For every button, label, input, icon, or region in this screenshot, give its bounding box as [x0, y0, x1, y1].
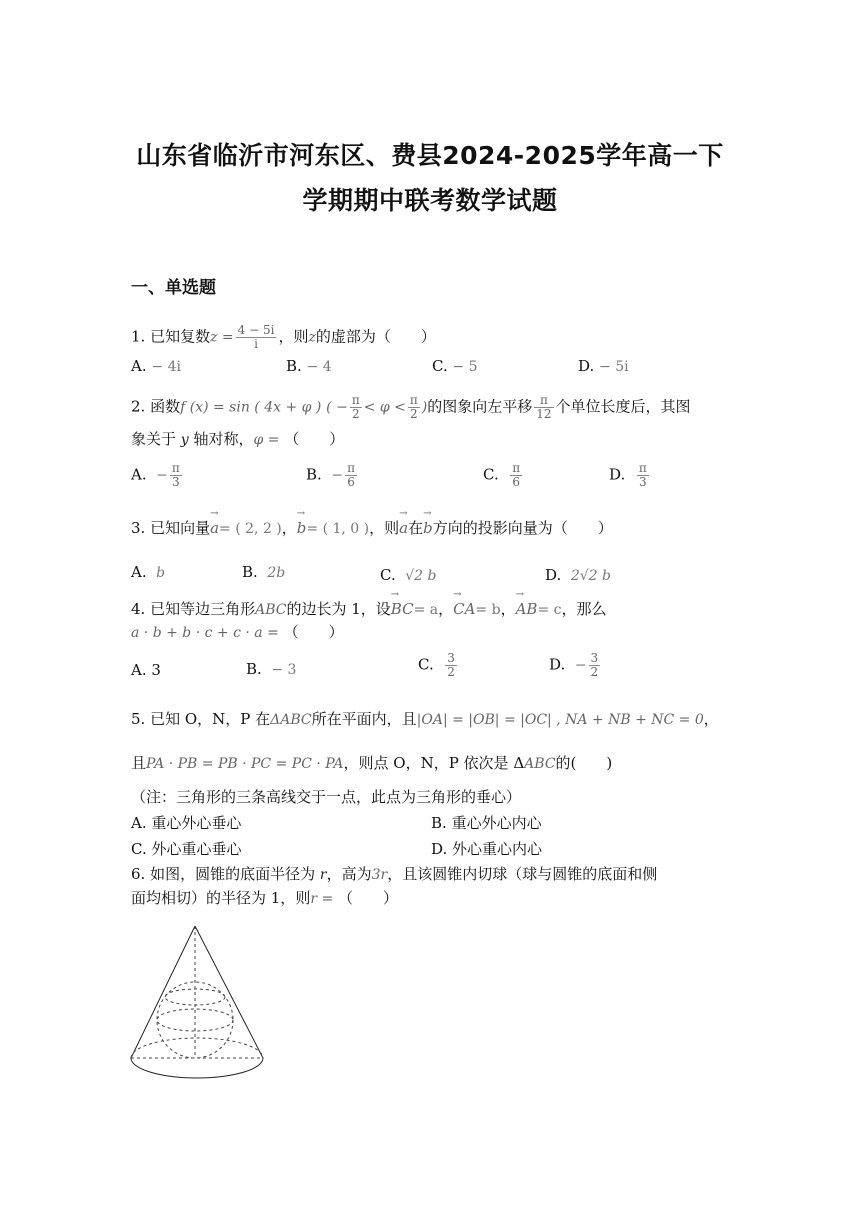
- q1-fraction: [236, 324, 277, 351]
- q1-suffix-a: ，则: [278, 327, 309, 346]
- q4-option-d: D. − $\frac{3}{2}$: [549, 651, 599, 679]
- tangent-circle: [165, 989, 225, 1005]
- q1-prefix: 1. 已知复数: [131, 327, 211, 346]
- question-4-line2: a · b + b · c + c · a = （ ）: [131, 623, 344, 641]
- cone-base-back: [131, 1038, 263, 1058]
- q2-option-b: B. − $\frac{\pi}{6}$: [306, 461, 355, 489]
- question-4-line1: 4. 已知等边三角形ABC的边长为 1，设→ BC= a，→ CA= b，→ AB= c，那么: [131, 598, 607, 619]
- q5-condition-2: PA · PB = PB · PC = PC · PA: [146, 756, 344, 772]
- q1-suffix-b: 的虚部为（ ）: [315, 327, 436, 346]
- q1-option-a: A. − 4i: [131, 357, 181, 375]
- q3-option-b: B. 2b: [242, 563, 286, 581]
- q1-denominator: i: [254, 337, 258, 351]
- q1-option-d: D. − 5i: [578, 357, 629, 375]
- question-6-line1: 6. 如图，圆锥的底面半径为 r，高为3r，且该圆锥内切球（球与圆锥的底面和侧: [131, 865, 658, 883]
- q1-option-b: B. − 4: [286, 357, 332, 375]
- q3-option-a: A. b: [131, 563, 166, 581]
- q4-option-a: A. 3: [131, 661, 161, 679]
- question-2-line2: 象关于 y 轴对称，φ = （ ）: [131, 430, 345, 448]
- q5-condition-1: |OA| = |OB| = |OC| , NA + NB + NC = 0: [416, 712, 704, 728]
- cone-base-front: [131, 1058, 263, 1078]
- q2-option-d: D. $\frac{\pi}{3}$: [609, 461, 647, 489]
- question-5-line1: 5. 已知 O，N，P 在ΔABC所在平面内，且|OA| = |OB| = |OC| , NA + NB + NC = 0，: [131, 710, 719, 728]
- q5-option-a: A. 重心外心垂心: [131, 814, 242, 832]
- q4-option-c: C. $\frac{3}{2}$: [418, 651, 455, 679]
- q3-option-c: C. √2 b: [380, 566, 437, 584]
- q4-option-b: B. − 3: [246, 660, 297, 678]
- q3-option-d: D. 2√2 b: [545, 566, 611, 584]
- q5-option-b: B. 重心外心内心: [431, 814, 542, 832]
- question-3: 3. 已知向量→ a= ( 2, 2 )，→ b= ( 1, 0 )，则→ a在→ b方向的投影向量为（ ）: [131, 517, 613, 538]
- q2-option-a: A. − $\frac{\pi}{3}$: [131, 461, 180, 489]
- vector-a: → a: [210, 519, 219, 537]
- section-heading: 一、单选题: [131, 278, 216, 298]
- q1-lhs: z =: [210, 329, 234, 346]
- question-1: [131, 324, 436, 351]
- q5-option-d: D. 外心重心内心: [431, 840, 543, 858]
- q5-note: （注：三角形的三条高线交于一点，此点为三角形的垂心）: [131, 788, 522, 806]
- q5-option-c: C. 外心重心垂心: [131, 840, 242, 858]
- question-6-line2: 面均相切）的半径为 1，则r = （ ）: [131, 889, 398, 907]
- exam-title-line2: 学期期中联考数学试题: [302, 186, 558, 215]
- cone-sphere-figure: [125, 920, 275, 1085]
- q1-numerator: 4 − 5i: [237, 323, 275, 337]
- exam-title-line1: 山东省临沂市河东区、费县2024-2025学年高一下: [136, 141, 724, 170]
- q1-var: z: [308, 329, 316, 346]
- q1-option-c: C. − 5: [432, 357, 478, 375]
- q2-option-c: C. $\frac{\pi}{6}$: [483, 461, 521, 489]
- vector-b: → b: [297, 519, 307, 537]
- q2-function: f (x) = sin ( 4x + φ ): [180, 399, 322, 416]
- question-2-line1: 2. 函数f (x) = sin ( 4x + φ ) ( − $\frac{\pi}{2}$ < φ < $\frac{\pi}{2}$ )的图象向左平移 $\frac{\pi}{12}$ 个单位长度后，其图: [131, 393, 691, 421]
- question-5-line2: 且PA · PB = PB · PC = PC · PA，则点 O，N，P 依次是 ΔABC的( ): [131, 754, 613, 772]
